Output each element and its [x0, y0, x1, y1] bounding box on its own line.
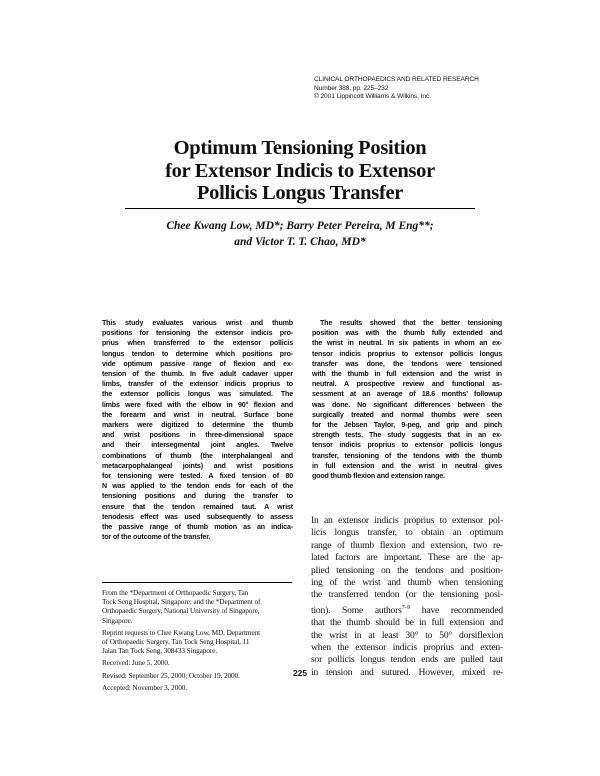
body-line: the transferred tendon (or the tensioning posi- — [311, 589, 503, 601]
abstract-line: was done. No significant differences between the — [312, 400, 502, 409]
abstract-line: position was with the thumb fully extended and — [312, 329, 502, 338]
abstract-line: limbs, transfer of the extensor indicis proprius to — [102, 380, 293, 389]
abstract-line: metacarpophalangeal joints) and wrist positions — [102, 461, 293, 470]
abstract-line: tensor indicis proprius to extensor pollicis longus — [312, 349, 502, 358]
abstract-line: for tensioning were tested. A fixed tension of 80 — [102, 472, 293, 481]
abstract-left-column — [102, 318, 293, 542]
introduction-text — [311, 515, 503, 679]
abstract-line: tor of the outcome of the transfer. — [102, 533, 211, 542]
journal-issue: Number 388, pp. 225–232 — [314, 84, 389, 92]
journal-copyright: © 2001 Lippincott Williams & Wilkins, Inc. — [314, 93, 431, 101]
page-number: 225 — [292, 668, 308, 678]
abstract-line: neutral. A prospective review and functional as- — [312, 380, 502, 389]
title-line: Pollicis Longus Transfer — [196, 182, 404, 204]
body-line: ing of the wrist and thumb when tensioning — [311, 577, 503, 589]
footnotes — [102, 588, 294, 692]
author-line: Chee Kwang Low, MD*; Barry Peter Pereira, M Eng**; — [166, 220, 434, 232]
journal-header — [314, 76, 564, 102]
title-line: Optimum Tensioning Position — [173, 137, 427, 159]
received-date: Received: June 5, 2000. — [102, 658, 170, 668]
abstract-line: sessment at an average of 18.6 months’ followup — [312, 390, 502, 399]
body-line: licis longus transfer, to obtain an optimum — [311, 527, 503, 539]
abstract-line: good thumb flexion and extension range. — [312, 472, 445, 481]
abstract-line: with the thumb in full extension and the wrist in — [312, 370, 502, 379]
abstract-line: for the Jebsen Taylor, 9-peg, and grip and pinch — [312, 421, 502, 430]
affiliation-line: Orthopaedic Surgery, National University of Singapore, — [102, 606, 260, 616]
abstract-line: positions for tensioning the extensor indicis pro- — [102, 329, 293, 338]
reprint-line: Jalan Tan Tock Seng, 308433 Singapore. — [102, 646, 218, 656]
body-line: plied tensioning on the tendons and position- — [311, 564, 503, 576]
journal-name: CLINICAL ORTHOPAEDICS AND RELATED RESEARCH — [314, 76, 479, 83]
body-line: that the thumb should be in full extension and — [311, 617, 503, 629]
footnote-divider — [102, 582, 292, 583]
affiliation-line: Singapore. — [102, 615, 133, 625]
abstract-line: transfer was done, the tendons were tensioned — [312, 359, 502, 368]
body-line-with-citation — [311, 602, 503, 617]
abstract-line: limbs were fixed with the elbow in 90° flexion and — [102, 400, 293, 409]
abstract-line: N was applied to the tendon ends for each of the — [102, 482, 293, 491]
accepted-date: Accepted: November 3, 2000. — [102, 682, 188, 692]
body-line: sor pollicis longus tendon ends are pulled taut — [311, 654, 503, 666]
abstract-line: prius when transferred to the extensor pollicis — [102, 339, 293, 348]
abstract-line: combinations of thumb (the interphalangeal and — [102, 451, 293, 460]
body-line: in tension and sutured. However, mixed re- — [311, 666, 503, 678]
author-line: and Victor T. T. Chao, MD* — [234, 235, 366, 248]
abstract-line: strength tests. The study suggests that in an ex- — [312, 431, 502, 440]
title-line: for Extensor Indicis to Extensor — [165, 159, 435, 182]
abstract-line: transfer, tensioning of the tendons with the thumb — [312, 451, 502, 460]
citation-superscript: 7–9 — [401, 604, 411, 611]
abstract-line: ensure that the tendon remained taut. A wrist — [102, 502, 293, 511]
abstract-line: and their intersegmental joint angles. Twelve — [102, 441, 293, 450]
title-divider — [125, 208, 475, 209]
abstract-line: The results showed that the better tensioning — [320, 319, 502, 327]
abstract-line: longus tendon to determine which positions pro- — [102, 349, 293, 358]
abstract-line: tension of the thumb. In five adult cadaver upper — [102, 370, 293, 379]
abstract-line: tenodesis effect was used subsequently to assess — [102, 512, 293, 521]
abstract-line: markers were digitized to determine the thumb — [102, 421, 293, 430]
abstract-line: the forearm and wrist in neutral. Surface bone — [102, 410, 293, 419]
abstract-line: This study evaluates various wrist and thumb — [102, 319, 293, 327]
reprint-line: Reprint requests to Chee Kwang Low, MD, Department — [102, 627, 261, 637]
abstract-line: the wrist in neutral. In six patients in whom an ex- — [312, 339, 502, 348]
body-text: tion). Some authors — [311, 604, 402, 616]
body-line: the wrist in at least 30° to 50° dorsiflexion — [311, 629, 503, 641]
abstract-line: tensioning positions and during the transfer to — [102, 492, 293, 501]
article-title — [100, 137, 500, 205]
abstract-line: vide optimum passive range of flexion and ex- — [102, 359, 293, 368]
abstract-line: and wrist positions in three-dimensional space — [102, 431, 293, 440]
body-text: have recommended — [410, 604, 503, 616]
abstract-line: in full extension and the wrist in neutral gives — [312, 461, 502, 470]
body-line: range of thumb flexion and extension, two re- — [311, 539, 503, 551]
abstract-line: the extensor pollicis longus was simulated. The — [102, 390, 293, 399]
body-line: when the extensor indicis proprius and exten- — [311, 642, 503, 654]
affiliation-line: Tock Seng Hospital, Singapore; and the *Department of — [102, 597, 261, 607]
author-list — [100, 219, 500, 250]
abstract-line: tensor indicis proprius to extensor pollicis longus — [312, 441, 502, 450]
revised-date: Revised: September 25, 2000; October 19, 2000. — [102, 670, 240, 680]
body-line: lated factors are important. These are the ap- — [311, 552, 503, 564]
affiliation-line: From the *Department of Orthopaedic Surgery, Tan — [102, 588, 249, 597]
abstract-line: the passive range of thumb motion as an indica- — [102, 523, 293, 532]
abstract-right-column — [312, 318, 502, 481]
body-line: In an extensor indicis proprius to extensor pol- — [311, 515, 503, 526]
reprint-line: of Orthopaedic Surgery, Tan Tock Seng Hospital, 11 — [102, 637, 250, 647]
abstract-line: surgically treated and normal thumbs were seen — [312, 410, 502, 419]
